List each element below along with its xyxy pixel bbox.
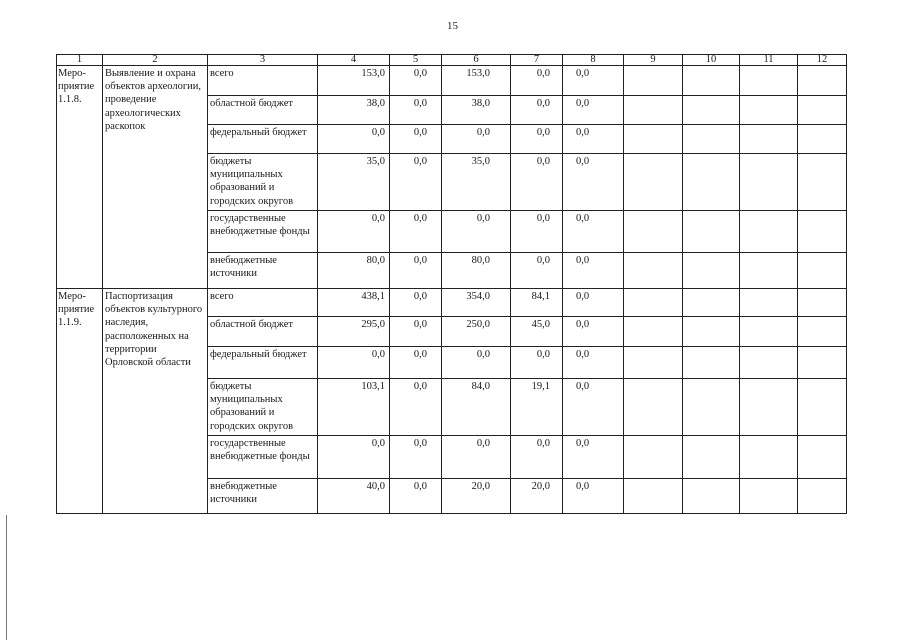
funding-source: федеральный бюджет bbox=[208, 125, 318, 154]
cell-col5: 0,0 bbox=[390, 253, 442, 289]
cell-col6: 0,0 bbox=[442, 436, 511, 479]
column-header: 1 bbox=[57, 55, 103, 66]
cell-col5: 0,0 bbox=[390, 436, 442, 479]
cell-col10 bbox=[683, 211, 740, 253]
cell-col12 bbox=[798, 347, 847, 379]
cell-col6: 80,0 bbox=[442, 253, 511, 289]
cell-total: 40,0 bbox=[318, 479, 390, 514]
column-header: 8 bbox=[563, 55, 624, 66]
cell-total: 0,0 bbox=[318, 211, 390, 253]
cell-col10 bbox=[683, 289, 740, 317]
column-header: 5 bbox=[390, 55, 442, 66]
cell-col9 bbox=[624, 66, 683, 96]
cell-total: 80,0 bbox=[318, 253, 390, 289]
cell-col11 bbox=[740, 154, 798, 211]
cell-col6: 38,0 bbox=[442, 96, 511, 125]
cell-col11 bbox=[740, 436, 798, 479]
cell-total: 35,0 bbox=[318, 154, 390, 211]
cell-col9 bbox=[624, 253, 683, 289]
cell-col8: 0,0 bbox=[563, 379, 624, 436]
column-header: 11 bbox=[740, 55, 798, 66]
cell-col6: 153,0 bbox=[442, 66, 511, 96]
cell-col5: 0,0 bbox=[390, 66, 442, 96]
cell-col7: 45,0 bbox=[511, 317, 563, 347]
cell-col10 bbox=[683, 125, 740, 154]
cell-col7: 0,0 bbox=[511, 125, 563, 154]
cell-col12 bbox=[798, 317, 847, 347]
funding-source: федеральный бюджет bbox=[208, 347, 318, 379]
measure-code: Меро-приятие 1.1.8. bbox=[57, 66, 103, 289]
cell-col12 bbox=[798, 289, 847, 317]
cell-col12 bbox=[798, 211, 847, 253]
funding-source: бюджеты муниципальных образований и городских округов bbox=[208, 154, 318, 211]
cell-col9 bbox=[624, 96, 683, 125]
cell-total: 0,0 bbox=[318, 436, 390, 479]
cell-col8: 0,0 bbox=[563, 289, 624, 317]
cell-col11 bbox=[740, 211, 798, 253]
budget-table bbox=[56, 54, 847, 514]
cell-col8: 0,0 bbox=[563, 253, 624, 289]
measure-code: Меро-приятие 1.1.9. bbox=[57, 289, 103, 514]
cell-col12 bbox=[798, 66, 847, 96]
cell-col9 bbox=[624, 211, 683, 253]
cell-col10 bbox=[683, 253, 740, 289]
cell-col7: 0,0 bbox=[511, 436, 563, 479]
cell-col6: 20,0 bbox=[442, 479, 511, 514]
cell-col7: 20,0 bbox=[511, 479, 563, 514]
column-header: 12 bbox=[798, 55, 847, 66]
column-header: 2 bbox=[103, 55, 208, 66]
cell-col6: 0,0 bbox=[442, 347, 511, 379]
funding-source: всего bbox=[208, 66, 318, 96]
cell-col7: 0,0 bbox=[511, 253, 563, 289]
cell-col10 bbox=[683, 154, 740, 211]
funding-source: всего bbox=[208, 289, 318, 317]
cell-col11 bbox=[740, 379, 798, 436]
cell-col7: 0,0 bbox=[511, 154, 563, 211]
cell-col12 bbox=[798, 125, 847, 154]
cell-col5: 0,0 bbox=[390, 347, 442, 379]
cell-col9 bbox=[624, 436, 683, 479]
cell-col5: 0,0 bbox=[390, 125, 442, 154]
column-header: 6 bbox=[442, 55, 511, 66]
cell-col6: 84,0 bbox=[442, 379, 511, 436]
cell-col5: 0,0 bbox=[390, 479, 442, 514]
cell-col9 bbox=[624, 379, 683, 436]
cell-col9 bbox=[624, 317, 683, 347]
cell-col8: 0,0 bbox=[563, 317, 624, 347]
cell-col10 bbox=[683, 66, 740, 96]
cell-col12 bbox=[798, 154, 847, 211]
scan-margin-line bbox=[6, 515, 7, 640]
cell-col11 bbox=[740, 125, 798, 154]
cell-col7: 0,0 bbox=[511, 66, 563, 96]
column-header: 3 bbox=[208, 55, 318, 66]
cell-col10 bbox=[683, 317, 740, 347]
cell-col10 bbox=[683, 96, 740, 125]
cell-col9 bbox=[624, 289, 683, 317]
measure-name: Паспортизация объектов культурного наследия, расположенных на территории Орловской области bbox=[103, 289, 208, 514]
cell-col6: 0,0 bbox=[442, 211, 511, 253]
cell-col8: 0,0 bbox=[563, 125, 624, 154]
cell-col6: 250,0 bbox=[442, 317, 511, 347]
cell-col11 bbox=[740, 317, 798, 347]
column-header: 10 bbox=[683, 55, 740, 66]
cell-col11 bbox=[740, 66, 798, 96]
cell-col7: 0,0 bbox=[511, 96, 563, 125]
funding-source: внебюджетные источники bbox=[208, 253, 318, 289]
column-header: 7 bbox=[511, 55, 563, 66]
cell-col11 bbox=[740, 96, 798, 125]
cell-col11 bbox=[740, 253, 798, 289]
column-header: 9 bbox=[624, 55, 683, 66]
cell-col7: 0,0 bbox=[511, 211, 563, 253]
cell-col12 bbox=[798, 479, 847, 514]
cell-col8: 0,0 bbox=[563, 66, 624, 96]
funding-source: областной бюджет bbox=[208, 317, 318, 347]
cell-col7: 0,0 bbox=[511, 347, 563, 379]
cell-col5: 0,0 bbox=[390, 96, 442, 125]
cell-col7: 19,1 bbox=[511, 379, 563, 436]
cell-col10 bbox=[683, 479, 740, 514]
cell-col8: 0,0 bbox=[563, 479, 624, 514]
cell-col9 bbox=[624, 347, 683, 379]
cell-total: 0,0 bbox=[318, 125, 390, 154]
cell-col5: 0,0 bbox=[390, 211, 442, 253]
funding-source: государственные внебюджетные фонды bbox=[208, 436, 318, 479]
cell-total: 0,0 bbox=[318, 347, 390, 379]
cell-col11 bbox=[740, 347, 798, 379]
cell-col10 bbox=[683, 379, 740, 436]
cell-col5: 0,0 bbox=[390, 317, 442, 347]
cell-col8: 0,0 bbox=[563, 436, 624, 479]
funding-source: областной бюджет bbox=[208, 96, 318, 125]
cell-col7: 84,1 bbox=[511, 289, 563, 317]
cell-col11 bbox=[740, 289, 798, 317]
cell-col8: 0,0 bbox=[563, 154, 624, 211]
cell-col8: 0,0 bbox=[563, 347, 624, 379]
cell-total: 38,0 bbox=[318, 96, 390, 125]
cell-total: 438,1 bbox=[318, 289, 390, 317]
column-number-row bbox=[57, 55, 847, 66]
cell-col5: 0,0 bbox=[390, 379, 442, 436]
cell-col9 bbox=[624, 125, 683, 154]
cell-col6: 0,0 bbox=[442, 125, 511, 154]
cell-col6: 354,0 bbox=[442, 289, 511, 317]
cell-total: 153,0 bbox=[318, 66, 390, 96]
cell-col12 bbox=[798, 253, 847, 289]
cell-total: 103,1 bbox=[318, 379, 390, 436]
cell-col10 bbox=[683, 347, 740, 379]
table-row bbox=[57, 289, 847, 317]
funding-source: государственные внебюджетные фонды bbox=[208, 211, 318, 253]
cell-total: 295,0 bbox=[318, 317, 390, 347]
cell-col12 bbox=[798, 96, 847, 125]
cell-col9 bbox=[624, 154, 683, 211]
cell-col12 bbox=[798, 436, 847, 479]
cell-col8: 0,0 bbox=[563, 211, 624, 253]
cell-col8: 0,0 bbox=[563, 96, 624, 125]
cell-col10 bbox=[683, 436, 740, 479]
funding-source: бюджеты муниципальных образований и городских округов bbox=[208, 379, 318, 436]
page-number: 15 bbox=[447, 20, 458, 32]
measure-name: Выявление и охрана объектов археологии, проведение археологических раскопок bbox=[103, 66, 208, 289]
funding-source: внебюджетные источники bbox=[208, 479, 318, 514]
cell-col6: 35,0 bbox=[442, 154, 511, 211]
table-row bbox=[57, 66, 847, 96]
cell-col12 bbox=[798, 379, 847, 436]
cell-col11 bbox=[740, 479, 798, 514]
cell-col5: 0,0 bbox=[390, 154, 442, 211]
column-header: 4 bbox=[318, 55, 390, 66]
cell-col9 bbox=[624, 479, 683, 514]
cell-col5: 0,0 bbox=[390, 289, 442, 317]
